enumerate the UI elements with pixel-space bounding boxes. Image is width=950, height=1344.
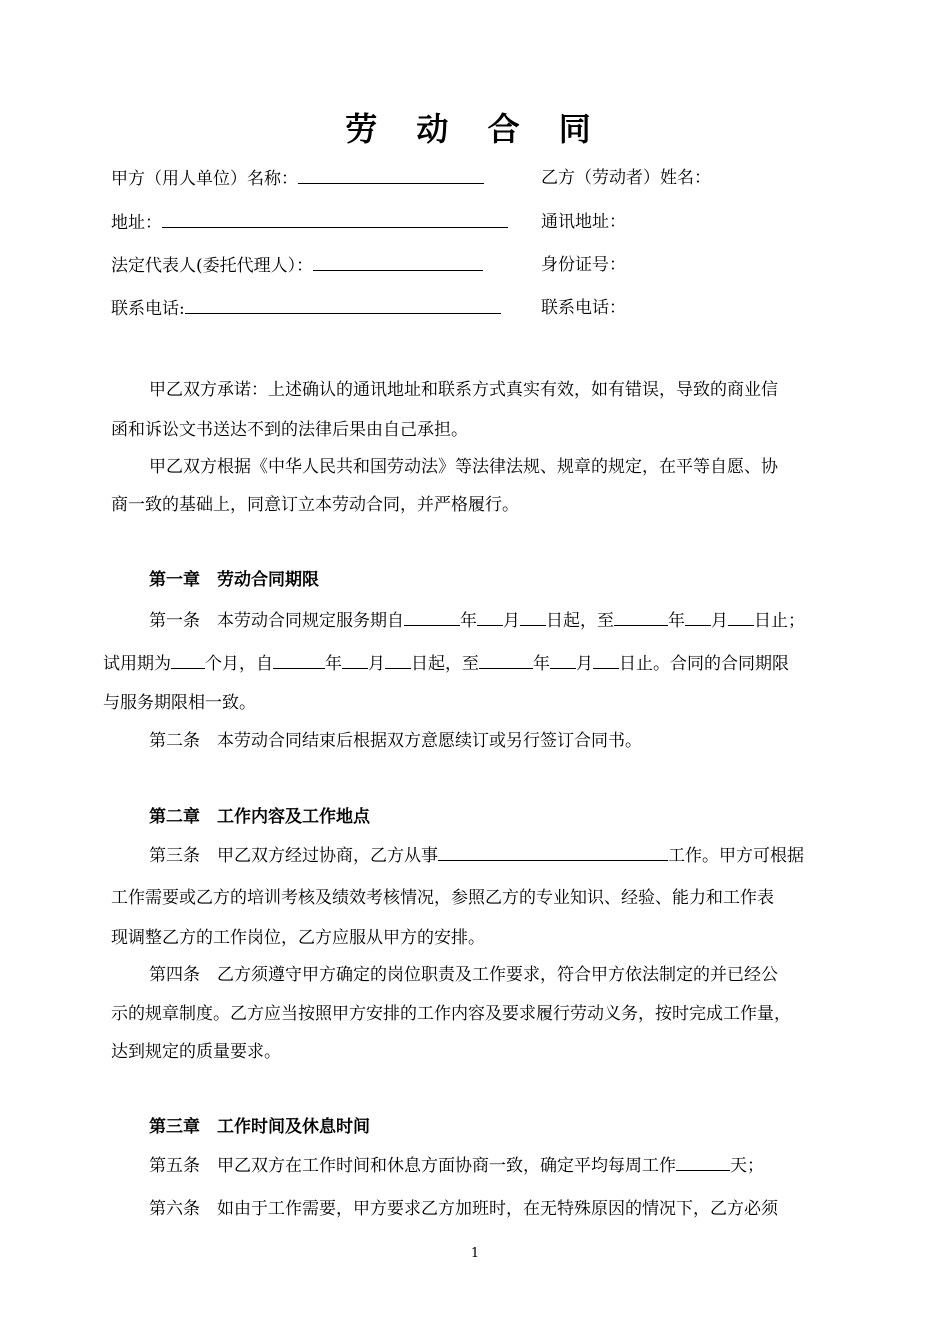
text: 日起，至 [411,654,479,674]
text: 年 [325,654,342,674]
phone-a-label: 联系电话: [111,299,185,319]
article-3-line: 工作需要或乙方的培训考核及绩效考核情况，参照乙方的专业知识、经验、能力和工作表 [111,888,774,908]
blank[interactable] [404,609,460,626]
article-1-line [149,609,805,632]
text: 日止。合同的合同期限 [619,654,789,674]
address-row [111,211,508,234]
text: 月 [576,654,593,674]
intro-text: 商一致的基础上，同意订立本劳动合同，并严格履行。 [111,495,519,515]
address-label: 地址： [111,213,162,233]
text: 月 [711,611,728,631]
phone-a-blank[interactable] [185,297,501,314]
article-5-line [149,1154,764,1177]
blank[interactable] [273,652,325,669]
text: 年 [533,654,550,674]
legal-rep-label: 法定代表人(委托代理人）： [111,256,314,276]
chapter-3-heading: 第三章 工作时间及休息时间 [149,1117,370,1137]
article-4-line: 示的规章制度。乙方应当按照甲方安排的工作内容及要求履行劳动义务，按时完成工作量， [111,1004,791,1024]
blank[interactable] [550,652,576,669]
text: 月 [368,654,385,674]
page-number: 1 [470,1246,480,1261]
article-1-line [103,652,789,675]
text: 试用期为 [103,654,171,674]
blank[interactable] [685,609,711,626]
article-4-line: 达到规定的质量要求。 [111,1042,281,1062]
phone-a-row [111,297,501,320]
phone-b-label: 联系电话： [541,298,626,318]
intro-text: 甲乙双方承诺：上述确认的通讯地址和联系方式真实有效，如有错误，导致的商业信 [149,380,778,400]
blank[interactable] [520,609,546,626]
article-3-line [149,844,804,867]
blank[interactable] [171,652,205,669]
chapter-1-heading: 第一章 劳动合同期限 [149,570,319,590]
intro-text: 函和诉讼文书送达不到的法律后果由自己承担。 [111,420,468,440]
text: 第一条 本劳动合同规定服务期自 [149,611,404,631]
article-1-line: 与服务期限相一致。 [103,693,256,713]
text: 工作。甲方可根据 [668,846,804,866]
article-4-line: 第四条 乙方须遵守甲方确定的岗位职责及工作要求，符合甲方依法制定的并已经公 [149,965,778,985]
blank[interactable] [614,609,668,626]
text: 年 [668,611,685,631]
party-a-name-label: 甲方（用人单位）名称： [111,169,298,189]
text: 月 [503,611,520,631]
text: 日起，至 [546,611,614,631]
document-title: 劳 动 合 同 [345,110,605,148]
party-a-name-row [111,167,484,190]
mail-address-label: 通讯地址： [541,212,626,232]
text: 年 [460,611,477,631]
party-a-name-blank[interactable] [298,167,484,184]
blank[interactable] [479,652,533,669]
address-blank[interactable] [162,211,508,228]
article-2: 第二条 本劳动合同结束后根据双方意愿续订或另行签订合同书。 [149,731,642,751]
text: 天； [730,1156,764,1176]
legal-rep-row [111,254,483,277]
chapter-2-heading: 第二章 工作内容及工作地点 [149,807,370,827]
text: 个月，自 [205,654,273,674]
party-b-name-label: 乙方（劳动者）姓名： [541,168,711,188]
job-blank[interactable] [438,844,668,861]
days-blank[interactable] [676,1154,730,1171]
blank[interactable] [593,652,619,669]
blank[interactable] [728,609,754,626]
article-6-line: 第六条 如由于工作需要，甲方要求乙方加班时，在无特殊原因的情况下，乙方必须 [149,1199,778,1219]
text: 日止； [754,611,805,631]
id-number-label: 身份证号： [541,255,626,275]
intro-text: 甲乙双方根据《中华人民共和国劳动法》等法律法规、规章的规定，在平等自愿、协 [149,457,778,477]
blank[interactable] [385,652,411,669]
article-3-line: 现调整乙方的工作岗位，乙方应服从甲方的安排。 [111,928,485,948]
text: 第三条 甲乙双方经过协商，乙方从事 [149,846,438,866]
blank[interactable] [477,609,503,626]
blank[interactable] [342,652,368,669]
legal-rep-blank[interactable] [313,254,483,271]
text: 第五条 甲乙双方在工作时间和休息方面协商一致，确定平均每周工作 [149,1156,676,1176]
